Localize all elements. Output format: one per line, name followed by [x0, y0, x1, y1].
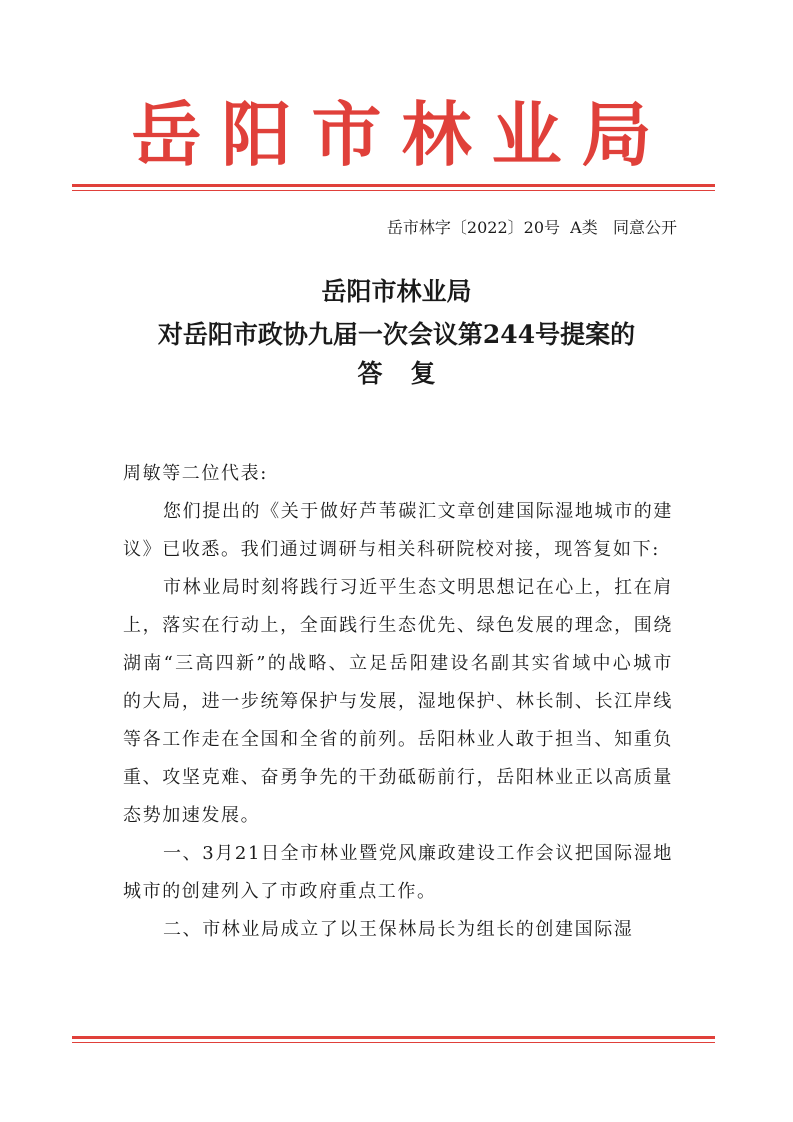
body-paragraph: 一、3月21日全市林业暨党风廉政建设工作会议把国际湿地城市的创建列入了市政府重点工作。 [123, 843, 673, 902]
title-line-2: 对岳阳市政协九届一次会议第244号提案的 [157, 320, 636, 349]
body-paragraph: 您们提出的《关于做好芦苇碳汇文章创建国际湿地城市的建议》已收悉。我们通过调研与相关科研院校对接，现答复如下: [123, 501, 673, 560]
body-paragraph: 市林业局时刻将践行习近平生态文明思想记在心上，扛在肩上，落实在行动上，全面践行生态优先、绿色发展的理念，围绕湖南“三高四新”的战略、立足岳阳建设名副其实省域中心城市的大局，进一步统筹保护与发展，湿地保护、林长制、长江岸线等各工作走在全国和全省的前列。岳阳林业人敢于担当、知重负重、攻坚克难、奋勇争先的干劲砥砺前行，岳阳林业正以高质量态势加速发展。 [123, 577, 673, 826]
document-number: 岳市林字〔2022〕20号 A类 同意公开 [386, 218, 677, 237]
footer-divider [72, 1036, 715, 1043]
header-divider [72, 184, 715, 191]
title-line-1: 岳阳市林业局 [321, 277, 472, 306]
agency-masthead: 岳阳市林业局 [131, 93, 672, 176]
salutation: 周敏等二位代表: [123, 463, 268, 484]
title-line-3: 答复 [357, 359, 464, 388]
letter-body [123, 455, 673, 949]
body-paragraph: 二、市林业局成立了以王保林局长为组长的创建国际湿 [163, 919, 634, 940]
